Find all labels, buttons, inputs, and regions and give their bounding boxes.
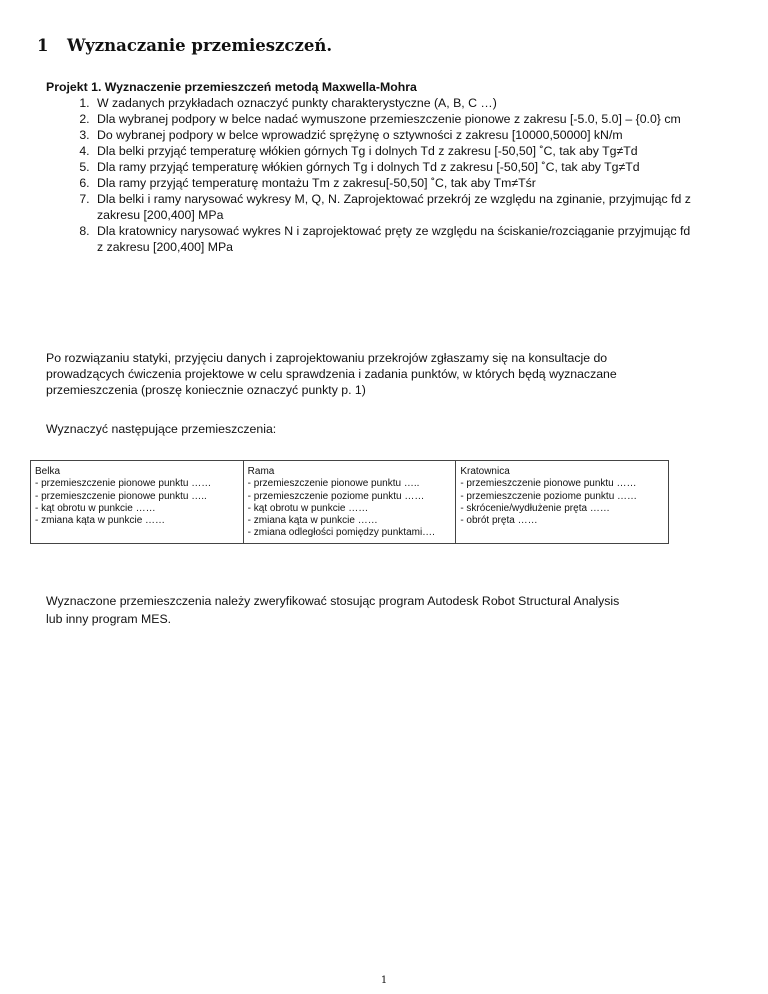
task-item: 6. Dla ramy przyjąć temperaturę montażu Tm z zakresu[-50,50] ˚C, tak aby Tm≠Tśr: [93, 175, 693, 191]
cell-header: Rama: [247, 466, 275, 477]
task-item: 7. Dla belki i ramy narysować wykresy M, Q, N. Zaprojektować przekrój ze względu na zginanie, przyjmując fd z zakresu [200,400] MPa: [93, 191, 693, 223]
displacements-table: [30, 460, 669, 544]
table-cell-rama: [243, 461, 456, 544]
task-item: 5. Dla ramy przyjąć temperaturę włókien górnych Tg i dolnych Td z zakresu [-50,50] ˚C, tak aby Tg≠Td: [93, 159, 693, 175]
cell-line: - przemieszczenie poziome punktu ……: [460, 490, 638, 502]
task-item: 1. W zadanych przykładach oznaczyć punkty charakterystyczne (A, B, C …): [93, 95, 693, 111]
cell-line: - kąt obrotu w punkcie ……: [35, 502, 156, 514]
cell-line: - przemieszczenie pionowe punktu ……: [460, 478, 637, 490]
task-item: 4. Dla belki przyjąć temperaturę włókien górnych Tg i dolnych Td z zakresu [-50,50] ˚C, tak aby Tg≠Td: [93, 143, 693, 159]
cell-line: - przemieszczenie pionowe punktu …..: [247, 478, 420, 490]
cell-header: Kratownica: [460, 466, 510, 477]
cell-line: - przemieszczenie pionowe punktu ……: [35, 478, 212, 490]
cell-line: - przemieszczenie pionowe punktu …..: [35, 490, 207, 502]
cell-line: - kąt obrotu w punkcie ……: [247, 502, 369, 514]
table-cell-belka: [31, 461, 244, 544]
table-row: [31, 461, 669, 544]
section-heading: [37, 36, 332, 55]
consultation-paragraph: Po rozwiązaniu statyki, przyjęciu danych i zaprojektowaniu przekrojów zgłaszamy się na konsultacje do prowadzących ćwiczenia projektowe w celu sprawdzenia i zadania punktów, w których będą wyznaczane przemieszczenia (proszę koniecznie oznaczyć punkty p. 1): [46, 351, 617, 397]
cell-line: - zmiana odległości pomiędzy punktami….: [247, 527, 435, 539]
cell-line: - zmiana kąta w punkcie ……: [247, 515, 378, 527]
cell-line: - skrócenie/wydłużenie pręta ……: [460, 502, 610, 514]
verification-paragraph: Wyznaczone przemieszczenia należy zweryfikować stosując program Autodesk Robot Structural Analysis lub inny program MES.: [46, 594, 620, 626]
page-number: 1: [380, 975, 388, 986]
cell-line: - zmiana kąta w punkcie ……: [35, 515, 166, 527]
project-title: Projekt 1. Wyznaczenie przemieszczeń metodą Maxwella-Mohra: [46, 80, 417, 94]
task-list: [46, 95, 693, 255]
task-item: 3. Do wybranej podpory w belce wprowadzić sprężynę o sztywności z zakresu [10000,50000] kN/m: [93, 127, 693, 143]
task-item: 8. Dla kratownicy narysować wykres N i zaprojektować pręty ze względu na ściskanie/rozciąganie przyjmując fd z zakresu [200,400] MPa: [93, 223, 693, 255]
cell-line: - obrót pręta ……: [460, 515, 538, 527]
task-item: 2. Dla wybranej podpory w belce nadać wymuszone przemieszczenie pionowe z zakresu [-5.0, 5.0] – {0.0} cm: [93, 111, 693, 127]
section-number: 1: [37, 36, 49, 55]
cell-line: - przemieszczenie poziome punktu ……: [247, 490, 425, 502]
section-title: Wyznaczanie przemieszczeń.: [67, 36, 333, 55]
table-cell-kratownica: [456, 461, 669, 544]
cell-header: Belka: [35, 466, 61, 477]
instruction-paragraph: Wyznaczyć następujące przemieszczenia:: [46, 422, 277, 436]
